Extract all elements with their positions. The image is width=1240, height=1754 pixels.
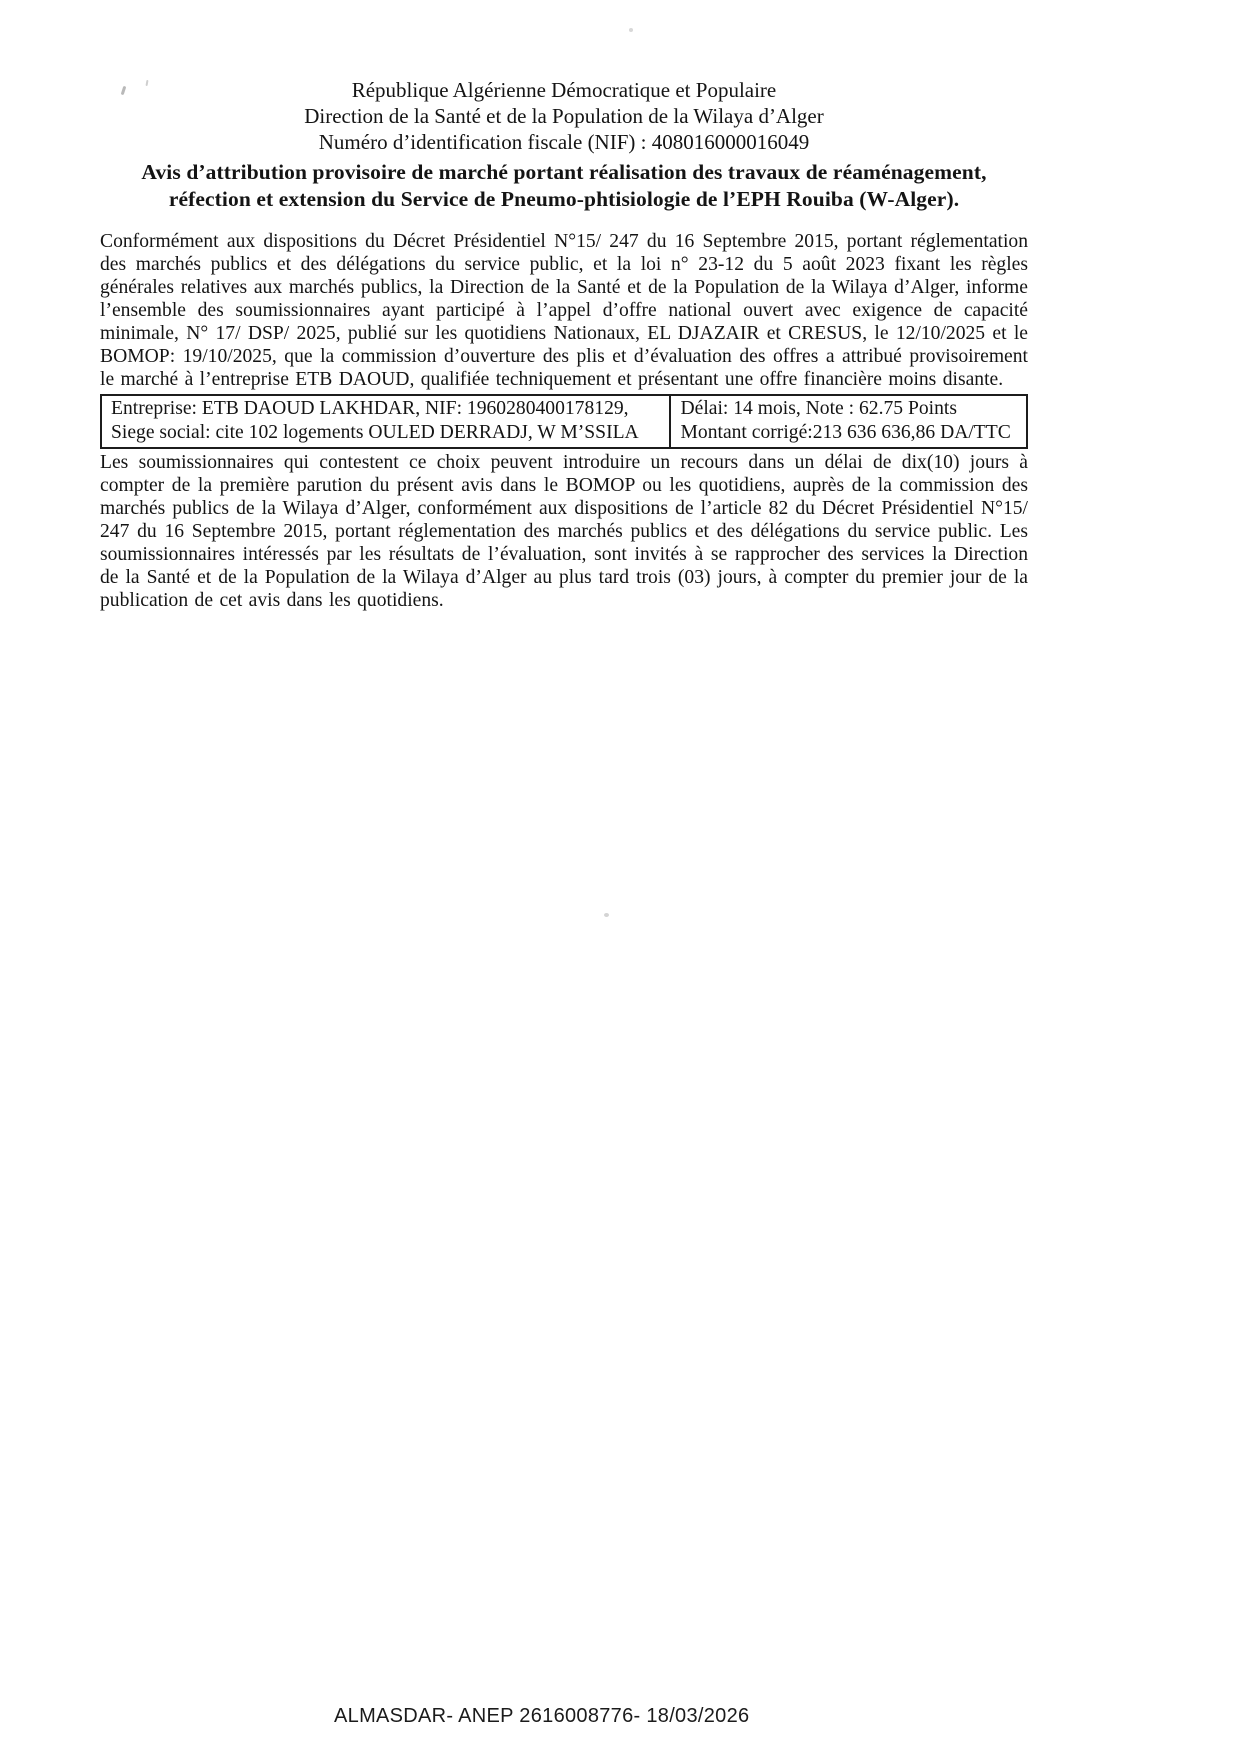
awardee-address-line: Siege social: cite 102 logements OULED DERRADJ, W M’SSILA (111, 422, 639, 443)
document-header (100, 78, 1028, 213)
directorate-heading: Direction de la Santé et de la Population de la Wilaya d’Alger (304, 104, 824, 128)
republic-heading: République Algérienne Démocratique et Populaire (351, 78, 777, 102)
corrected-amount-line: Montant corrigé:213 636 636,86 DA/TTC (680, 422, 1011, 443)
awardee-company-line: Entreprise: ETB DAOUD LAKHDAR, NIF: 1960280400178129, (111, 398, 629, 419)
delay-note-line: Délai: 14 mois, Note : 62.75 Points (680, 398, 957, 419)
award-summary-table (100, 394, 1028, 449)
scan-artifact (629, 28, 633, 32)
awardee-cell (101, 395, 670, 448)
scan-artifact (604, 913, 609, 917)
nif-line: Numéro d’identification fiscale (NIF) : 408016000016049 (318, 130, 810, 154)
notice-document (100, 78, 1028, 612)
notice-title: Avis d’attribution provisoire de marché portant réalisation des travaux de réaménagement, réfection et extension du Service de Pneumo-phtisiologie de l’EPH Rouiba (W-Alger). (141, 160, 987, 211)
paragraph-appeal-procedure: Les soumissionnaires qui contestent ce choix peuvent introduire un recours dans un délai de dix(10) jours à compter de la première parution du présent avis dans le BOMOP ou les quotidiens, auprès de la commission des marchés publics de la Wilaya d’Alger, conformément aux dispositions de l’article 82 du Décret Présidentiel N°15/ 247 du 16 Septembre 2015, portant réglementation des marchés publics et des délégations du service public. Les soumissionnaires intéressés par les résultats de l’évaluation, sont invités à se rapprocher des services la Direction de la Santé et de la Population de la Wilaya d’Alger au plus tard trois (03) jours, à compter du premier jour de la publication de cet avis dans les quotidiens. (100, 452, 1028, 611)
paragraph-award-announcement: Conformément aux dispositions du Décret Présidentiel N°15/ 247 du 16 Septembre 2015, portant réglementation des marchés publics et des délégations du service public, et la loi n° 23-12 du 5 août 2023 fixant les règles générales relatives aux marchés publics, la Direction de la Santé et de la Population de la Wilaya d’Alger, informe l’ensemble des soumissionnaires ayant participé à l’appel d’offre national ouvert avec exigence de capacité minimale, N° 17/ DSP/ 2025, publié sur les quotidiens Nationaux, EL DJAZAIR et CRESUS, le 12/10/2025 et le BOMOP: 19/10/2025, que la commission d’ouverture des plis et d’évaluation des offres a attribué provisoirement le marché à l’entreprise ETB DAOUD, qualifiée techniquement et présentant une offre financière moins disante. (100, 231, 1028, 390)
award-terms-cell (670, 395, 1027, 448)
table-row (101, 395, 1027, 448)
publication-footer: ALMASDAR- ANEP 2616008776- 18/03/2026 (334, 1705, 750, 1727)
